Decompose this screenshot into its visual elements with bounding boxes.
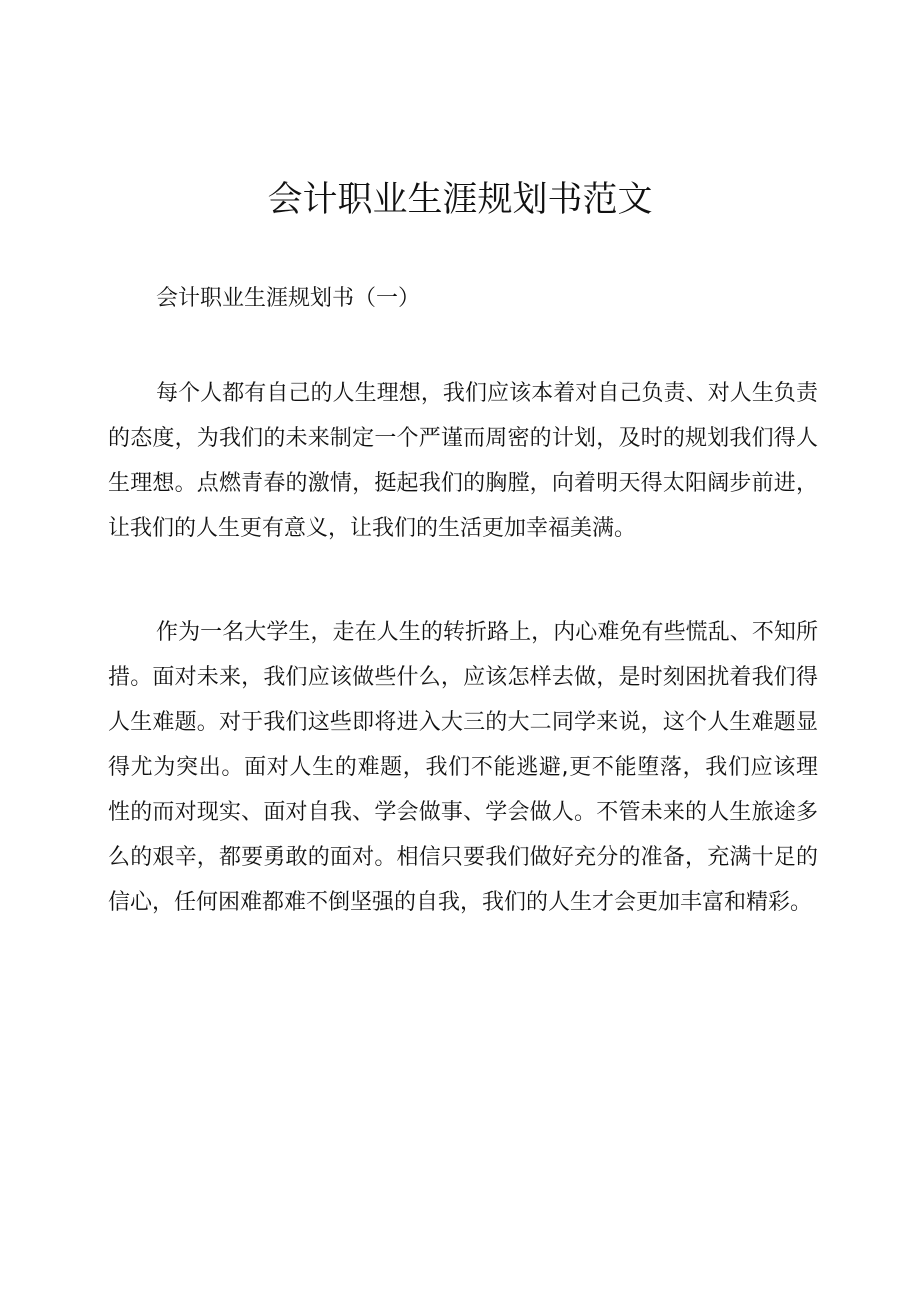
paragraph-1: 每个人都有自己的人生理想，我们应该本着对自己负责、对人生负责的态度，为我们的未来制定一个严谨而周密的计划，及时的规划我们得人生理想。点燃青春的激情，挺起我们的胸膛，向着明天得太阳阔步前进，让我们的人生更有意义，让我们的生活更加幸福美满。 bbox=[108, 381, 818, 541]
document-title: 会计职业生涯规划书范文 bbox=[267, 180, 653, 220]
paragraph-2: 作为一名大学生，走在人生的转折路上，内心难免有些慌乱、不知所措。面对未来，我们应该做些什么，应该怎样去做，是时刻困扰着我们得人生难题。对于我们这些即将进入大三的大二同学来说，这个人生难题显得尤为突出。面对人生的难题，我们不能逃避,更不能堕落，我们应该理性的而对现实、面对自我、学会做事、学会做人。不管未来的人生旅途多么的艰辛，都要勇敢的面对。相信只要我们做好充分的准备，充满十足的信心，任何困难都难不倒坚强的自我，我们的人生才会更加丰富和精彩。 bbox=[108, 620, 818, 915]
section-heading: 会计职业生涯规划书（一） bbox=[156, 286, 421, 311]
